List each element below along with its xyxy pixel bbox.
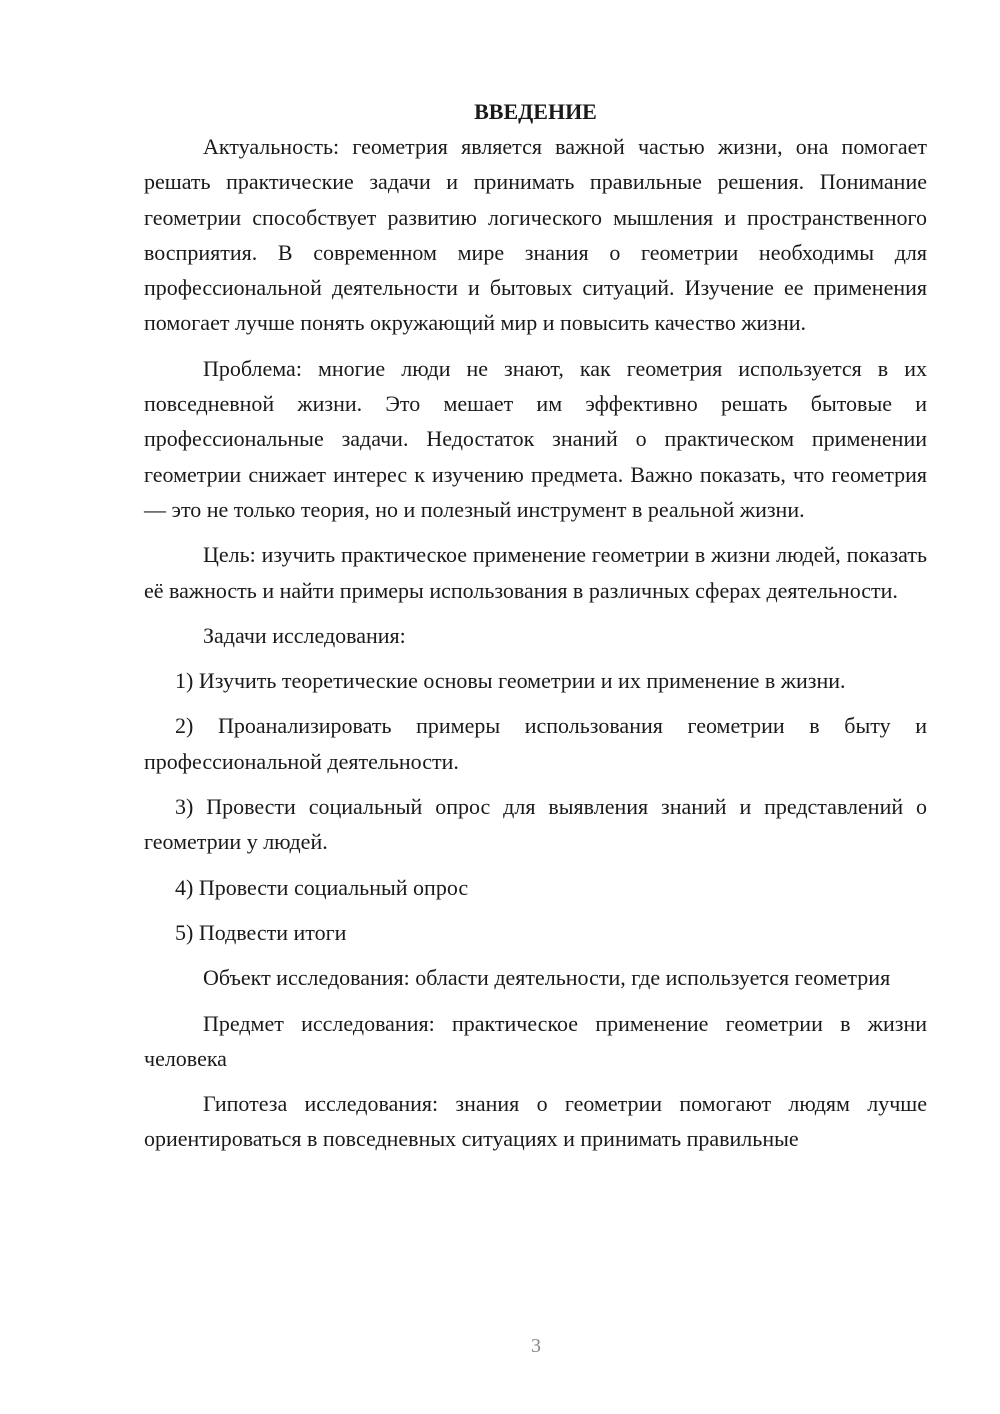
paragraph-hypothesis: Гипотеза исследования: знания о геометрии помогают людям лучше ориентироваться в повседневных ситуациях и принимать правильные <box>144 1091 927 1152</box>
paragraph-subject: Предмет исследования: практическое применение геометрии в жизни человека <box>144 1010 927 1071</box>
paragraph-tasks-heading: Задачи исследования: <box>203 622 406 648</box>
list-item-task-5: 5) Подвести итоги <box>175 919 347 945</box>
page-number: 3 <box>531 1335 541 1357</box>
paragraph-relevance: Актуальность: геометрия является важной частью жизни, она помогает решать практические задачи и принимать правильные решения. Понимание геометрии способствует развитию логического мышления и пространственного восприятия. В современном мире знания о геометрии необходимы для профессиональной деятельности и бытовых ситуаций. Изучение ее применения помогает лучше понять окружающий мир и повысить качество жизни. <box>144 134 927 336</box>
list-item-task-3: 3) Провести социальный опрос для выявления знаний и представлений о геометрии у людей. <box>144 794 927 855</box>
paragraph-problem: Проблема: многие люди не знают, как геометрия используется в их повседневной жизни. Это мешает им эффективно решать бытовые и профессиональные задачи. Недостаток знаний о практическом применении геометрии снижает интерес к изучению предмета. Важно показать, что геометрия — это не только теория, но и полезный инструмент в реальной жизни. <box>144 355 927 522</box>
paragraph-goal: Цель: изучить практическое применение геометрии в жизни людей, показать её важность и найти примеры использования в различных сферах деятельности. <box>144 542 927 603</box>
paragraph-object: Объект исследования: области деятельности, где используется геометрия <box>203 965 891 991</box>
list-item-task-1: 1) Изучить теоретические основы геометрии и их применение в жизни. <box>175 668 846 694</box>
page-content <box>144 94 927 1157</box>
list-item-task-4: 4) Провести социальный опрос <box>175 874 469 900</box>
section-title: ВВЕДЕНИЕ <box>474 99 597 124</box>
list-item-task-2: 2) Проанализировать примеры использования геометрии в быту и профессиональной деятельности. <box>144 713 927 774</box>
